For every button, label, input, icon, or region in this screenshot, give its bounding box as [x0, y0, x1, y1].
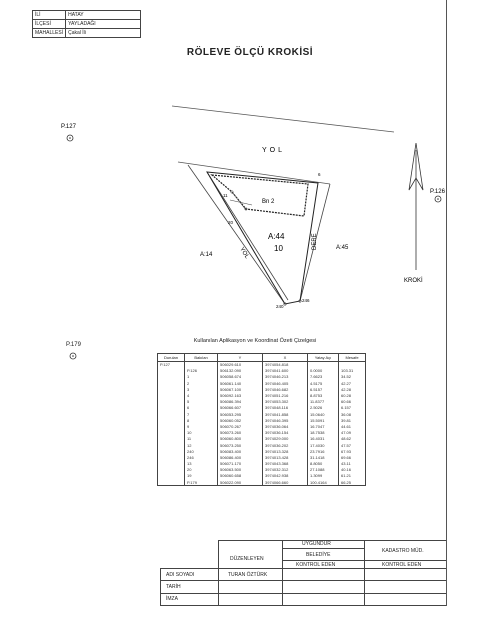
table-cell: 506061.140 [218, 380, 263, 386]
table-cell: 3974048.116 [263, 405, 308, 411]
table-cell: 3974041.858 [263, 411, 308, 417]
table-cell: 2 [185, 380, 218, 386]
table-header-row [158, 354, 366, 362]
table-cell: 4.5175 [308, 380, 339, 386]
survey-point-p126 [430, 189, 446, 202]
table-cell: 12 [185, 442, 218, 448]
table-cell: 506060.800 [218, 436, 263, 442]
adi-soyadi-label: ADI SOYADI [166, 572, 195, 578]
table-cell: 8 [185, 417, 218, 423]
table-cell: 39.81 [339, 417, 366, 423]
point-label: P.179 [66, 342, 81, 348]
coordinate-table-body [158, 361, 366, 486]
vertex-label: 11 [223, 193, 228, 198]
point-label: P.127 [61, 124, 76, 130]
table-cell: 240 [185, 448, 218, 454]
road-label: YOL [262, 147, 286, 154]
neighbor-parcel-label: A:14 [200, 252, 213, 258]
table-cell: 100.4164 [308, 479, 339, 486]
table-cell: 1.3099 [308, 473, 339, 479]
table-cell: 3974054.818 [263, 361, 308, 368]
parcel-outline [207, 172, 318, 304]
table-cell: 3974013.428 [263, 454, 308, 460]
table-cell: 3974046.682 [263, 386, 308, 392]
point-label: P.126 [430, 189, 445, 195]
table-cell: 506029.610 [218, 361, 263, 368]
table-cell: P.126 [185, 368, 218, 374]
north-label: KROKİ [404, 278, 423, 284]
table-cell: 506067.100 [218, 386, 263, 392]
table-row [158, 479, 366, 486]
table-cell: 8.8753 [308, 392, 339, 398]
table-cell: 506071.170 [218, 461, 263, 467]
table-cell: 19 [185, 473, 218, 479]
header-value: HATAY [66, 11, 141, 20]
table-cell: 11.8377 [308, 399, 339, 405]
table-cell: P.127 [158, 361, 185, 368]
measure-line [230, 200, 252, 205]
table-cell: 103.31 [339, 368, 366, 374]
table-cell: 3974029.000 [263, 436, 308, 442]
table-cell: 3974051.216 [263, 392, 308, 398]
header-value: Çakal İli [66, 29, 141, 38]
table-cell: 3974053.302 [263, 399, 308, 405]
table-cell [158, 479, 185, 486]
parcel-label: A:44 [268, 232, 285, 241]
kadastro-label: KADASTRO MÜD. [382, 548, 424, 554]
column-header: Durulan [158, 354, 185, 362]
road-label-diagonal: YOL [238, 246, 250, 260]
table-cell: 34.52 [339, 374, 366, 380]
table-cell: 69.66 [339, 454, 366, 460]
tarih-label: TARİH [166, 584, 181, 590]
table-cell: 3974042.938 [263, 473, 308, 479]
belediye-label: BELEDİYE [306, 552, 331, 558]
table-cell: 6.5157 [308, 386, 339, 392]
table-cell: 506053.295 [218, 411, 263, 417]
table-cell: 506132.090 [218, 368, 263, 374]
parcel-number: 10 [274, 244, 283, 253]
table-cell: 3974046.213 [263, 374, 308, 380]
table-cell: 61.21 [339, 473, 366, 479]
table-cell: 506092.163 [218, 392, 263, 398]
table-cell: 40.16 [339, 467, 366, 473]
table-cell: 6 [185, 405, 218, 411]
table-cell: 10 [185, 430, 218, 436]
table-cell: 48.62 [339, 436, 366, 442]
table-cell: 66.25 [339, 479, 366, 486]
survey-point-p179-marker [0, 340, 120, 370]
table-cell: 506022.090 [218, 479, 263, 486]
vertex-label: 20 [228, 220, 234, 225]
column-header: Mesafe [339, 354, 366, 362]
table-cell [308, 361, 339, 368]
road-edge-top [172, 106, 394, 132]
table-cell: 506086.394 [218, 399, 263, 405]
table-cell: 6.157 [339, 405, 366, 411]
table-cell: 5 [185, 399, 218, 405]
table-cell: 27.1088 [308, 467, 339, 473]
header-label: MAHALLESİ [33, 29, 66, 38]
header-value: YAYLADAĞI [66, 20, 141, 29]
column-header: Yatay Açı [308, 354, 339, 362]
table-cell: 3974036.154 [263, 430, 308, 436]
vertex-label: 6 [318, 172, 321, 177]
table-cell: 44.61 [339, 423, 366, 429]
table-cell: 0.0000 [308, 368, 339, 374]
column-header: Bakılan [185, 354, 218, 362]
table-cell: 42.27 [339, 380, 366, 386]
uygundur-label: UYGUNDUR [302, 541, 331, 547]
table-cell: 16.4031 [308, 436, 339, 442]
table-cell: 506070.267 [218, 423, 263, 429]
table-cell: 3974043.368 [263, 461, 308, 467]
table-cell: 506073.250 [218, 442, 263, 448]
table-cell: 1 [185, 374, 218, 380]
table-cell: 506073.260 [218, 430, 263, 436]
table-cell: 506060.052 [218, 417, 263, 423]
table-cell: 31.1418 [308, 454, 339, 460]
column-header: X [263, 354, 308, 362]
table-cell: 3974046.395 [263, 417, 308, 423]
table-cell: 67.93 [339, 448, 366, 454]
table-cell: 8.8050 [308, 461, 339, 467]
table-cell: 15.5091 [308, 417, 339, 423]
stream-label: DERE [312, 233, 318, 250]
page-title: RÖLEVE ÖLÇÜ KROKİSİ [186, 47, 314, 58]
table-cell: 7 [185, 411, 218, 417]
header-label: İLÇESİ [33, 20, 66, 29]
table-cell: 506066.607 [218, 405, 263, 411]
table-cell: 7.6623 [308, 374, 339, 380]
table-cell: 18.7538 [308, 430, 339, 436]
table-cell: 246 [185, 454, 218, 460]
table-cell: 13 [185, 461, 218, 467]
table-cell: 36.08 [339, 411, 366, 417]
table-cell: 15.0640 [308, 411, 339, 417]
table-cell: 20 [185, 467, 218, 473]
table-cell: 3974036.064 [263, 423, 308, 429]
surveyor-name: TURAN ÖZTÜRK [228, 572, 268, 578]
building-label: Bn 2 [262, 199, 275, 205]
table-cell: 17.4030 [308, 442, 339, 448]
kontrol-eden-label: KONTROL EDEN [296, 562, 336, 568]
column-header: Y [218, 354, 263, 362]
table-cell [185, 361, 218, 368]
table-cell: 506083.400 [218, 448, 263, 454]
table-cell: 16.7047 [308, 423, 339, 429]
road-edge-bottom [178, 162, 330, 184]
table-cell: 60.28 [339, 392, 366, 398]
table-cell: 2.5026 [308, 405, 339, 411]
table-cell: 3974013.328 [263, 448, 308, 454]
table-cell: 47.09 [339, 430, 366, 436]
table-cell: 506086.400 [218, 454, 263, 460]
table-cell: 3974036.202 [263, 442, 308, 448]
table-cell: 9 [185, 423, 218, 429]
table-cell: 42.28 [339, 386, 366, 392]
table-cell: 3974046.405 [263, 380, 308, 386]
table-cell: 47.57 [339, 442, 366, 448]
survey-point-p127 [61, 124, 77, 141]
duzenleyen-label: DÜZENLEYEN [230, 556, 264, 562]
table-cell: 506063.500 [218, 467, 263, 473]
table-cell: 11 [185, 436, 218, 442]
north-arrow [404, 143, 423, 284]
table-cell: 3974066.660 [263, 479, 308, 486]
neighbor-parcel-label: A:45 [336, 245, 349, 251]
table-cell: P.179 [185, 479, 218, 486]
table-cell: 506060.658 [218, 473, 263, 479]
imza-label: İMZA [166, 596, 178, 602]
table-cell: 23.7916 [308, 448, 339, 454]
table-cell: 60.66 [339, 399, 366, 405]
table-cell: 3 [185, 386, 218, 392]
table-cell: 43.11 [339, 461, 366, 467]
table-row [158, 361, 366, 368]
kontrol-eden-label: KONTROL EDEN [382, 562, 422, 568]
coordinate-table [157, 353, 366, 486]
vertex-label: 240 [276, 304, 284, 309]
table-cell: 4 [185, 392, 218, 398]
table-cell [339, 361, 366, 368]
table-cell: 3974032.312 [263, 467, 308, 473]
table-cell: 3974041.600 [263, 368, 308, 374]
table-cell: 506058.674 [218, 374, 263, 380]
header-label: İLİ [33, 11, 66, 20]
coord-table-title: Kullanılan Aplikasyon ve Koordinat Özeti Çizelgesi [193, 338, 317, 344]
vertex-label: 246 [302, 298, 310, 303]
